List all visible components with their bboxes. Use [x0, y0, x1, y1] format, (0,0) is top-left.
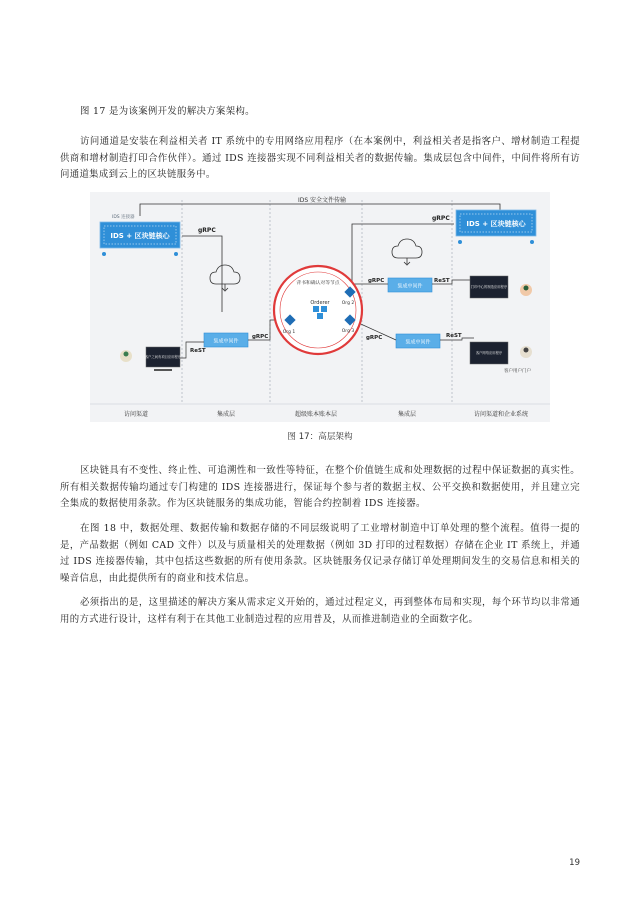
layer-label-3: 超级账本账本层	[294, 411, 338, 418]
svg-text:客户之间有项目应用程序: 客户之间有项目应用程序	[144, 355, 182, 359]
layer-label-4: 集成层	[397, 411, 417, 418]
endorse-label: 背书和确认对等节点	[296, 281, 340, 286]
top-transfer-label: IDS 安全文件传输	[297, 197, 347, 204]
intro-paragraph: 图 17 是为该案例开发的解决方案架构。	[80, 106, 255, 117]
layer-label-2: 集成层	[216, 411, 236, 418]
orderer-label: Orderer	[310, 300, 330, 306]
org3-label: Org 3	[341, 329, 355, 334]
rest-label-left: ReST	[190, 348, 206, 354]
grpc-label-left: gRPC	[252, 334, 269, 340]
figure18-paragraph: 在图 18 中，数据处理、数据传输和数据存储的不同层级说明了工业增材制造中订单处理的整个流程。值得一提的是，产品数据（例如 CAD 文件）以及与质量相关的处理数据（例如 3D 打印的过程数据）存储在企业 IT 系统上，并通过 IDS 连接器传输，其中包括这些数据的所有使用条款。区块链服务仅记录存储订单处理期间发生的交易信息和相关的噪音信息，由此提供所有的商业和技术信息。	[60, 523, 580, 584]
figure-caption: 图 17：高层架构	[287, 432, 353, 442]
svg-text:集成中间件: 集成中间件	[405, 339, 431, 346]
conclusion-paragraph: 必须指出的是，这里描述的解决方案从需求定义开始的，通过过程定义，再到整体布局和实现，每个环节均以非常通用的方式进行设计，这样有利于在其他工业制造过程的应用普及，从而推进制造业的全面数字化。	[60, 597, 580, 625]
architecture-figure	[90, 192, 550, 422]
page-number: 19	[569, 858, 580, 868]
layer-label-1: 访问渠道	[123, 411, 149, 418]
svg-text:集成中间件: 集成中间件	[397, 283, 423, 290]
svg-text:集成中间件: 集成中间件	[213, 338, 239, 345]
org1-label: Org 1	[282, 330, 296, 335]
access-channel-paragraph: 访问通道是安装在利益相关者 IT 系统中的专用网络应用程序（在本案例中，利益相关者是指客户、增材制造工程提供商和增材制造打印合作伙伴）。通过 IDS 连接器实现不同利益相关者的数据传输。集成层包含中间件，中间件将所有访问通道集成到云上的区块链服务中。	[60, 136, 580, 180]
svg-text:客户网络应用程序: 客户网络应用程序	[475, 351, 503, 355]
ids-core-left-label: IDS + 区块链核心	[110, 232, 170, 240]
svg-text:打印中心的制造应用程序: 打印中心的制造应用程序	[470, 285, 508, 289]
layer-label-5: 访问渠道和企业系统	[473, 411, 529, 418]
ids-core-right-label: IDS + 区块链核心	[466, 220, 526, 228]
customer-portal-label: 客户用户门户	[504, 369, 531, 374]
grpc-label-right-mid: gRPC	[368, 278, 385, 284]
grpc-label-right-top: gRPC	[432, 215, 450, 222]
rest-label-right-top: ReST	[434, 278, 450, 284]
rest-label-right-low: ReST	[446, 333, 462, 339]
grpc-label-right-low: gRPC	[366, 335, 383, 341]
ids-connector-label-left: IDS 连接器	[112, 215, 135, 220]
blockchain-paragraph: 区块链具有不变性、终止性、可追溯性和一致性等特征，在整个价值链生成和处理数据的过程中保证数据的真实性。所有相关数据传输均通过专门构建的 IDS 连接器进行，保证每个参与者的数据主权、公平交换和数据使用，并且建立完全集成的数据使用条款。作为区块链服务的集成功能，智能合约控制着 IDS 连接器。	[60, 465, 580, 509]
org2-label: Org 2	[341, 301, 355, 306]
grpc-label-left-top: gRPC	[198, 227, 216, 234]
